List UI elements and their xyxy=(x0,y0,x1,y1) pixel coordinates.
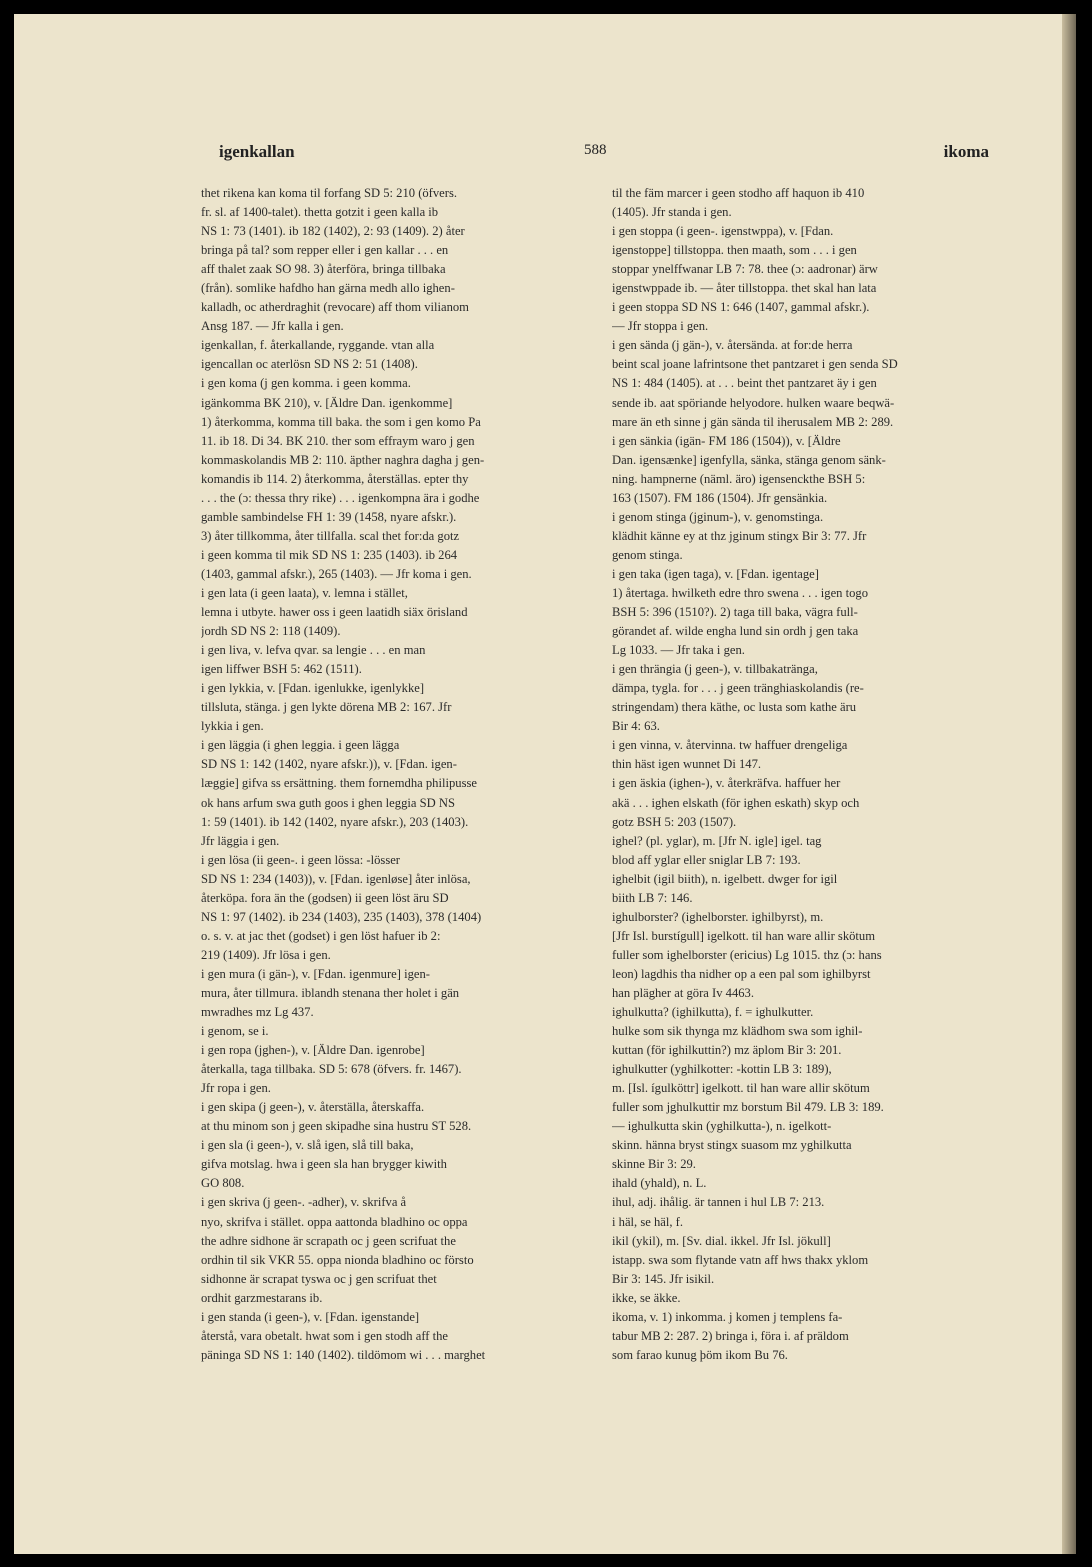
text-line: komandis ib 114. 2) återkomma, återställas. epter thy xyxy=(201,471,469,486)
header-left-word: igenkallan xyxy=(219,142,295,161)
text-line: biith LB 7: 146. xyxy=(612,890,693,905)
text-line: skinn. hänna bryst stingx suasom mz yghilkutta xyxy=(612,1138,852,1153)
text-line: Ansg 187. — Jfr kalla i gen. xyxy=(201,319,344,334)
text-line: som farao kunug þöm ikom Bu 76. xyxy=(612,1347,788,1362)
text-line: igen liffwer BSH 5: 462 (1511). xyxy=(201,662,362,677)
text-line: ikke, se äkke. xyxy=(612,1290,681,1305)
text-line: päninga SD NS 1: 140 (1402). tildömom wi . . . marghet xyxy=(201,1347,486,1362)
page-number: 588 xyxy=(584,142,607,158)
text-line: gotz BSH 5: 203 (1507). xyxy=(612,814,737,829)
text-line: i gen taka (igen taga), v. [Fdan. igentage] xyxy=(612,566,819,581)
text-line: mwradhes mz Lg 437. xyxy=(201,1005,314,1020)
text-line: Dan. igensænke] igenfylla, sänka, stänga genom sänk- xyxy=(612,452,886,467)
text-line: 11. ib 18. Di 34. BK 210. ther som effraym waro j gen xyxy=(201,433,475,448)
text-line: ihald (yhald), n. L. xyxy=(612,1176,707,1191)
text-line: BSH 5: 396 (1510?). 2) taga till baka, vägra full- xyxy=(612,605,858,620)
text-line: NS 1: 73 (1401). ib 182 (1402), 2: 93 (1409). 2) åter xyxy=(201,224,465,239)
text-line: beint scal joane lafrintsone thet pantzaret i gen senda SD xyxy=(612,357,898,372)
text-line: ighel? (pl. yglar), m. [Jfr N. igle] igel. tag xyxy=(612,833,822,848)
text-line: han plägher at göra Iv 4463. xyxy=(612,985,754,1000)
text-line: ighulkutter (yghilkotter: -kottin LB 3: 189), xyxy=(612,1062,832,1077)
text-line: i gen sla (i geen-), v. slå igen, slå till baka, xyxy=(201,1138,414,1153)
text-line: återköpa. fora än the (godsen) ii geen löst äru SD xyxy=(201,890,449,905)
text-line: i gen skriva (j geen-. -adher), v. skrifva å xyxy=(201,1195,407,1210)
text-line: Bir 4: 63. xyxy=(612,719,660,734)
text-line: — Jfr stoppa i gen. xyxy=(612,319,709,334)
text-line: i gen lata (i geen laata), v. lemna i stället, xyxy=(201,585,408,600)
text-line: 219 (1409). Jfr lösa i gen. xyxy=(201,947,331,962)
text-line: blod aff yglar eller sniglar LB 7: 193. xyxy=(612,852,801,867)
text-line: görandet af. wilde engha lund sin ordh j gen taka xyxy=(612,624,859,639)
text-line: kuttan (för ighilkuttin?) mz äplom Bir 3: 201. xyxy=(612,1043,842,1058)
text-line: Lg 1033. — Jfr taka i gen. xyxy=(612,643,745,658)
text-line: jordh SD NS 2: 118 (1409). xyxy=(201,624,341,639)
text-line: skinne Bir 3: 29. xyxy=(612,1157,696,1172)
text-line: fuller som jghulkuttir mz borstum Bil 479. LB 3: 189. xyxy=(612,1100,884,1115)
text-line: i gen koma (j gen komma. i geen komma. xyxy=(201,376,411,391)
text-line: igenkallan, f. återkallande, ryggande. vtan alla xyxy=(201,338,435,353)
text-line: klädhit känne ey at thz jginum stingx Bir 3: 77. Jfr xyxy=(612,528,867,543)
text-line: i geen stoppa SD NS 1: 646 (1407, gammal afskr.). xyxy=(612,300,870,315)
text-line: i gen standa (i geen-), v. [Fdan. igenstande] xyxy=(201,1309,420,1324)
text-line: Jfr ropa i gen. xyxy=(201,1081,271,1096)
text-line: i häl, se häl, f. xyxy=(612,1214,683,1229)
text-line: Bir 3: 145. Jfr isikil. xyxy=(612,1271,715,1286)
text-line: tabur MB 2: 287. 2) bringa i, föra i. af präldom xyxy=(612,1328,849,1343)
text-line: sidhonne är scrapat tyswa oc j gen scrifuat thet xyxy=(201,1271,437,1286)
text-line: i gen ropa (jghen-), v. [Äldre Dan. igenrobe] xyxy=(201,1043,425,1058)
text-line: akä . . . ighen elskath (för ighen eskath) skyp och xyxy=(612,795,860,810)
right-column xyxy=(612,184,1006,1365)
text-line: gifva motslag. hwa i geen sla han brygger kiwith xyxy=(201,1157,447,1172)
text-line: the adhre sidhone är scrapath oc j geen scrifuat the xyxy=(201,1233,456,1248)
text-line: (1405). Jfr standa i gen. xyxy=(612,205,732,220)
text-line: hulke som sik thynga mz klädhom swa som ighil- xyxy=(612,1024,863,1039)
text-line: i gen vinna, v. återvinna. tw haffuer drengeliga xyxy=(612,738,848,753)
text-line: ning. hampnerne (näml. äro) igensenckthe BSH 5: xyxy=(612,471,866,486)
text-line: ighulborster? (ighelborster. ighilbyrst), m. xyxy=(612,909,824,924)
text-line: Jfr läggia i gen. xyxy=(201,833,280,848)
text-line: — ighulkutta skin (yghilkutta-), n. igelkott- xyxy=(612,1119,832,1134)
text-line: genom stinga. xyxy=(612,547,683,562)
text-line: ok hans arfum swa guth goos i ghen leggia SD NS xyxy=(201,795,455,810)
text-line: ighelbit (igil biith), n. igelbett. dwger for igil xyxy=(612,871,838,886)
text-line: m. [Isl. ígulköttr] igelkott. til han ware allir skötum xyxy=(612,1081,870,1096)
left-column xyxy=(201,184,595,1365)
header-right-word: ikoma xyxy=(943,142,989,161)
text-line: i gen liva, v. lefva qvar. sa lengie . . . en man xyxy=(201,643,426,658)
text-line: 3) åter tillkomma, åter tillfalla. scal thet for:da gotz xyxy=(201,528,460,543)
running-header xyxy=(219,142,989,172)
text-line: gamble sambindelse FH 1: 39 (1458, nyare afskr.). xyxy=(201,509,457,524)
text-line: thin häst igen wunnet Di 147. xyxy=(612,757,762,772)
text-line: . . . the (ɔ: thessa thry rike) . . . igenkompna ära i godhe xyxy=(201,490,480,505)
text-line: igenstwppade ib. — åter tillstoppa. thet skal han lata xyxy=(612,281,877,296)
text-line: i gen thrängia (j geen-), v. tillbakatränga, xyxy=(612,662,818,677)
text-line: i gen skipa (j geen-), v. återställa, återskaffa. xyxy=(201,1100,425,1115)
text-line: dämpa, tygla. for . . . j geen tränghiaskolandis (re- xyxy=(612,681,864,696)
text-line: NS 1: 97 (1402). ib 234 (1403), 235 (1403), 378 (1404) xyxy=(201,909,482,924)
text-line: stoppar ynelffwanar LB 7: 78. thee (ɔ: aadronar) ärw xyxy=(612,262,878,277)
text-line: aff thalet zaak SO 98. 3) återföra, bringa tillbaka xyxy=(201,262,446,277)
text-line: mare än eth sinne j gän sända til iherusalem MB 2: 289. xyxy=(612,414,894,429)
text-line: NS 1: 484 (1405). at . . . beint thet pantzaret äy i gen xyxy=(612,376,877,391)
text-line: fuller som ighelborster (ericius) Lg 1015. thz (ɔ: hans xyxy=(612,947,882,962)
text-line: SD NS 1: 234 (1403)), v. [Fdan. igenløse] åter inlösa, xyxy=(201,871,471,886)
text-line: i gen stoppa (i geen-. igenstwppa), v. [Fdan. xyxy=(612,224,834,239)
text-line: i gen lykkia, v. [Fdan. igenlukke, igenlykke] xyxy=(201,681,425,696)
text-line: GO 808. xyxy=(201,1176,245,1191)
text-line: 163 (1507). FM 186 (1504). Jfr gensänkia. xyxy=(612,490,828,505)
text-line: 1) återtaga. hwilketh edre thro swena . . . igen togo xyxy=(612,585,868,600)
text-line: istapp. swa som flytande vatn aff hws thakx yklom xyxy=(612,1252,869,1267)
text-line: ikil (ykil), m. [Sv. dial. ikkel. Jfr Isl. jökull] xyxy=(612,1233,831,1248)
text-line: ordhin til sik VKR 55. oppa nionda bladhino oc försto xyxy=(201,1252,474,1267)
text-line: ordhit garzmestarans ib. xyxy=(201,1290,323,1305)
text-line: återstå, vara obetalt. hwat som i gen stodh aff the xyxy=(201,1328,449,1343)
text-line: kommaskolandis MB 2: 110. äpther naghra dagha j gen- xyxy=(201,452,485,467)
text-line: i gen mura (i gän-), v. [Fdan. igenmure] igen- xyxy=(201,966,430,981)
text-line: thet rikena kan koma til forfang SD 5: 210 (öfvers. xyxy=(201,186,458,200)
text-line: i genom, se i. xyxy=(201,1024,269,1039)
text-line: mura, åter tillmura. iblandh stenana ther holet i gän xyxy=(201,985,460,1000)
text-line: ighulkutta? (ighilkutta), f. = ighulkutter. xyxy=(612,1005,814,1020)
text-line: i gen lösa (ii geen-. i geen lössa: -lösser xyxy=(201,852,400,867)
text-line: ihul, adj. ihålig. är tannen i hul LB 7: 213. xyxy=(612,1195,825,1210)
text-line: igenstoppe] tillstoppa. then maath, som . . . i gen xyxy=(612,243,857,258)
text-line: igänkomma BK 210), v. [Äldre Dan. igenkomme] xyxy=(201,395,453,410)
text-line: SD NS 1: 142 (1402, nyare afskr.)), v. [Fdan. igen- xyxy=(201,757,457,772)
text-line: at thu minom son j geen skipadhe sina hustru ST 528. xyxy=(201,1119,472,1134)
text-line: lykkia i gen. xyxy=(201,719,264,734)
text-line: kalladh, oc atherdraghit (revocare) aff thom vilianom xyxy=(201,300,469,315)
text-line: igencallan oc aterlösn SD NS 2: 51 (1408). xyxy=(201,357,418,372)
text-line: i gen sända (j gän-), v. återsända. at for:de herra xyxy=(612,338,853,353)
text-line: o. s. v. at jac thet (godset) i gen löst hafuer ib 2: xyxy=(201,928,441,943)
text-line: læggie] gifva ss ersättning. them fornemdha philipusse xyxy=(201,776,477,791)
text-line: (1403, gammal afskr.), 265 (1403). — Jfr koma i gen. xyxy=(201,566,472,581)
dictionary-page xyxy=(14,14,1076,1554)
text-line: fr. sl. af 1400-talet). thetta gotzit i geen kalla ib xyxy=(201,205,439,220)
text-line: 1: 59 (1401). ib 142 (1402, nyare afskr.), 203 (1403). xyxy=(201,814,469,829)
text-line: återkalla, taga tillbaka. SD 5: 678 (öfvers. fr. 1467). xyxy=(201,1062,462,1077)
text-line: leon) lagdhis tha nidher op a een pal som ighilbyrst xyxy=(612,966,871,981)
text-line: bringa på tal? som repper eller i gen kallar . . . en xyxy=(201,243,449,258)
text-line: ikoma, v. 1) inkomma. j komen j templens fa- xyxy=(612,1309,843,1324)
text-line: lemna i utbyte. hawer oss i geen laatidh siäx örisland xyxy=(201,605,468,620)
text-line: nyo, skrifva i stället. oppa aattonda bladhino oc oppa xyxy=(201,1214,468,1229)
text-line: [Jfr Isl. burstígull] igelkott. til han ware allir skötum xyxy=(612,928,876,943)
scan-edge xyxy=(1062,14,1076,1554)
text-line: stringendam) thera käthe, oc lusta som kathe äru xyxy=(612,700,857,715)
text-line: til the fäm marcer i geen stodho aff haquon ib 410 xyxy=(612,186,865,200)
text-line: (från). somlike hafdho han gärna medh allo ighen- xyxy=(201,281,455,296)
text-line: i geen komma til mik SD NS 1: 235 (1403). ib 264 xyxy=(201,547,458,562)
text-line: i gen läggia (i ghen leggia. i geen lägga xyxy=(201,738,400,753)
text-line: tillsluta, stänga. j gen lykte dörena MB 2: 167. Jfr xyxy=(201,700,452,715)
text-line: i genom stinga (jginum-), v. genomstinga. xyxy=(612,509,824,524)
text-line: i gen äskia (ighen-), v. återkräfva. haffuer her xyxy=(612,776,841,791)
text-line: sende ib. aat spöriande helyodore. hulken waare beqwä- xyxy=(612,395,895,410)
text-line: 1) återkomma, komma till baka. the som i gen komo Pa xyxy=(201,414,481,429)
text-line: i gen sänkia (igän- FM 186 (1504)), v. [Äldre xyxy=(612,433,841,448)
